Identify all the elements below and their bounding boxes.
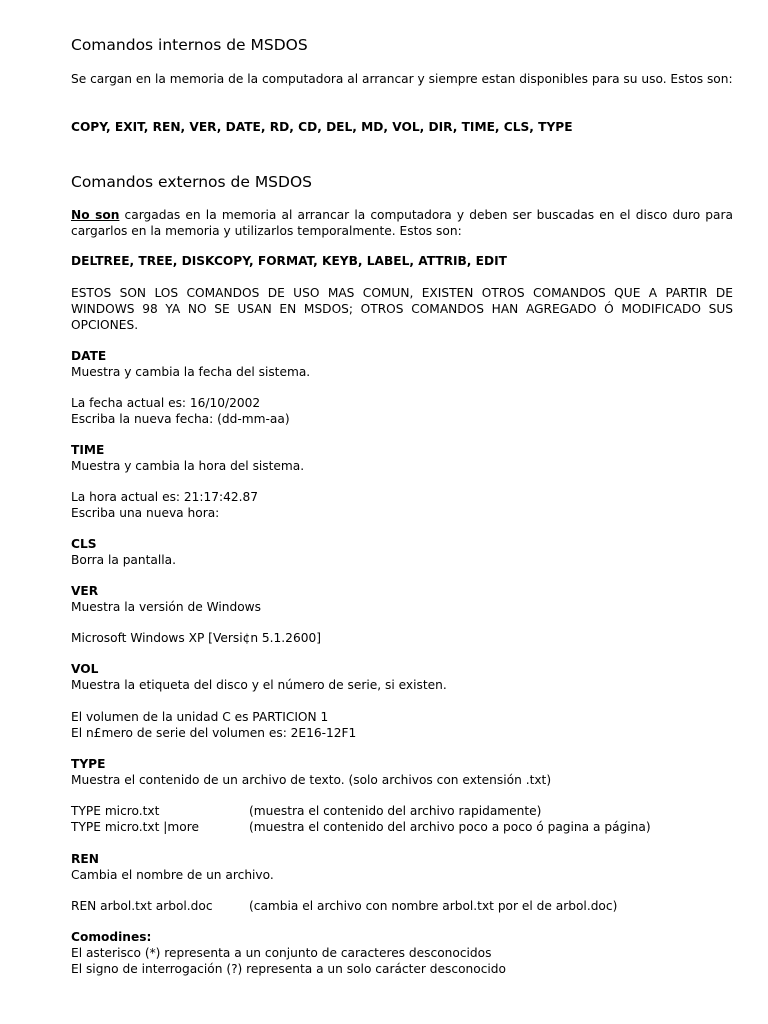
type-description: Muestra el contenido de un archivo de texto. (solo archivos con extensión .txt) [71, 773, 552, 787]
ver-description: Muestra la versión de Windows [71, 600, 261, 614]
ren-example-1-command: REN arbol.txt arbol.doc [71, 899, 213, 913]
vol-description: Muestra la etiqueta del disco y el número de serie, si existen. [71, 678, 447, 692]
type-heading: TYPE [71, 757, 106, 771]
date-description: Muestra y cambia la fecha del sistema. [71, 365, 311, 379]
date-output-line-2: Escriba la nueva fecha: (dd-mm-aa) [71, 412, 290, 426]
internos-description: Se cargan en la memoria de la computadora al arrancar y siempre estan disponibles para su uso. Estos son: [71, 72, 733, 86]
time-description: Muestra y cambia la hora del sistema. [71, 459, 305, 473]
ren-example-1 [71, 898, 618, 914]
type-example-1 [71, 803, 542, 819]
vol-heading: VOL [71, 662, 99, 676]
time-output-line-1: La hora actual es: 21:17:42.87 [71, 490, 259, 504]
ver-output-line-1: Microsoft Windows XP [Versi¢n 5.1.2600] [71, 631, 321, 645]
externos-note: ESTOS SON LOS COMANDOS DE USO MAS COMUN, EXISTEN OTROS COMANDOS QUE A PARTIR DE WINDOWS 98 YA NO SE USAN EN MSDOS; OTROS COMANDOS HAN AGREGADO Ó MODIFICADO SUS OPCIONES. [71, 286, 733, 332]
comodines-line-1: El asterisco (*) representa a un conjunto de caracteres desconocidos [71, 946, 492, 960]
cls-description: Borra la pantalla. [71, 553, 176, 567]
time-output-line-2: Escriba una nueva hora: [71, 506, 220, 520]
type-example-2-note: (muestra el contenido del archivo poco a poco ó pagina a página) [249, 820, 651, 834]
cls-heading: CLS [71, 537, 97, 551]
type-example-2 [71, 819, 651, 835]
comodines-heading: Comodines: [71, 930, 152, 944]
date-heading: DATE [71, 349, 107, 363]
type-example-1-command: TYPE micro.txt [71, 804, 160, 818]
ver-heading: VER [71, 584, 99, 598]
ren-heading: REN [71, 852, 99, 866]
comodines-line-2: El signo de interrogación (?) representa a un solo carácter desconocido [71, 962, 506, 976]
externos-command-list: DELTREE, TREE, DISKCOPY, FORMAT, KEYB, LABEL, ATTRIB, EDIT [71, 254, 507, 268]
time-heading: TIME [71, 443, 105, 457]
vol-output-line-2: El n£mero de serie del volumen es: 2E16-12F1 [71, 726, 357, 740]
date-output-line-1: La fecha actual es: 16/10/2002 [71, 396, 261, 410]
section-title-internos: Comandos internos de MSDOS [71, 36, 308, 54]
type-example-2-command: TYPE micro.txt |more [71, 820, 199, 834]
ren-description: Cambia el nombre de un archivo. [71, 868, 274, 882]
vol-output-line-1: El volumen de la unidad C es PARTICION 1 [71, 710, 329, 724]
section-title-externos: Comandos externos de MSDOS [71, 173, 312, 191]
emphasis-no-son: No son [71, 208, 120, 222]
externos-description-rest: cargadas en la memoria al arrancar la computadora y deben ser buscadas en el disco duro para cargarlos en la memoria y utilizarlos temporalmente. Estos son: [71, 208, 733, 238]
externos-description [71, 207, 733, 239]
ren-example-1-note: (cambia el archivo con nombre arbol.txt por el de arbol.doc) [249, 899, 618, 913]
internos-command-list: COPY, EXIT, REN, VER, DATE, RD, CD, DEL, MD, VOL, DIR, TIME, CLS, TYPE [71, 120, 573, 134]
type-example-1-note: (muestra el contenido del archivo rapidamente) [249, 804, 542, 818]
